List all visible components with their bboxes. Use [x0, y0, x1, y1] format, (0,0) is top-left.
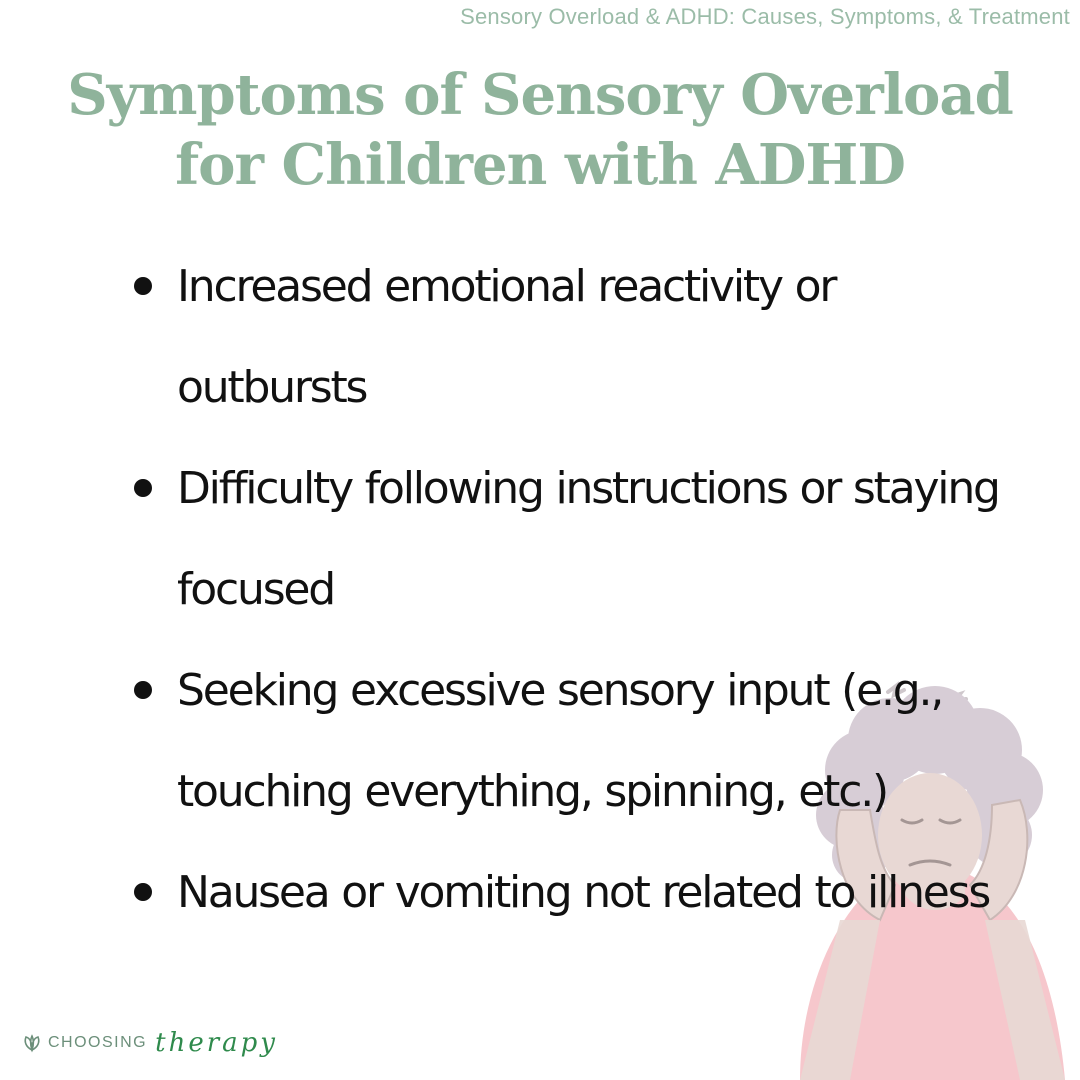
brand-logo[interactable] — [22, 1028, 278, 1058]
brand-name-choosing: CHOOSING — [48, 1034, 148, 1051]
list-item — [130, 236, 1030, 438]
symptom-text: Nausea or vomiting not related to illness — [177, 867, 990, 918]
list-item — [130, 842, 1030, 943]
bullet-icon — [134, 883, 152, 901]
symptom-text: Difficulty following instructions or staying focused — [177, 463, 999, 615]
title-line-1: Symptoms of Sensory Overload — [67, 62, 1013, 128]
bullet-icon — [134, 681, 152, 699]
list-item — [130, 438, 1030, 640]
list-item — [130, 640, 1030, 842]
bullet-icon — [134, 277, 152, 295]
symptom-text: Seeking excessive sensory input (e.g., touching everything, spinning, etc.) — [177, 665, 943, 817]
page-title — [0, 60, 1080, 200]
symptom-text: Increased emotional reactivity or outbursts — [177, 261, 836, 413]
bullet-icon — [134, 479, 152, 497]
page-caption: Sensory Overload & ADHD: Causes, Symptoms, & Treatment — [460, 4, 1070, 29]
title-line-2: for Children with ADHD — [175, 132, 905, 198]
leaf-icon — [22, 1033, 42, 1053]
symptom-list — [130, 236, 1030, 943]
brand-name-therapy: therapy — [155, 1028, 278, 1058]
